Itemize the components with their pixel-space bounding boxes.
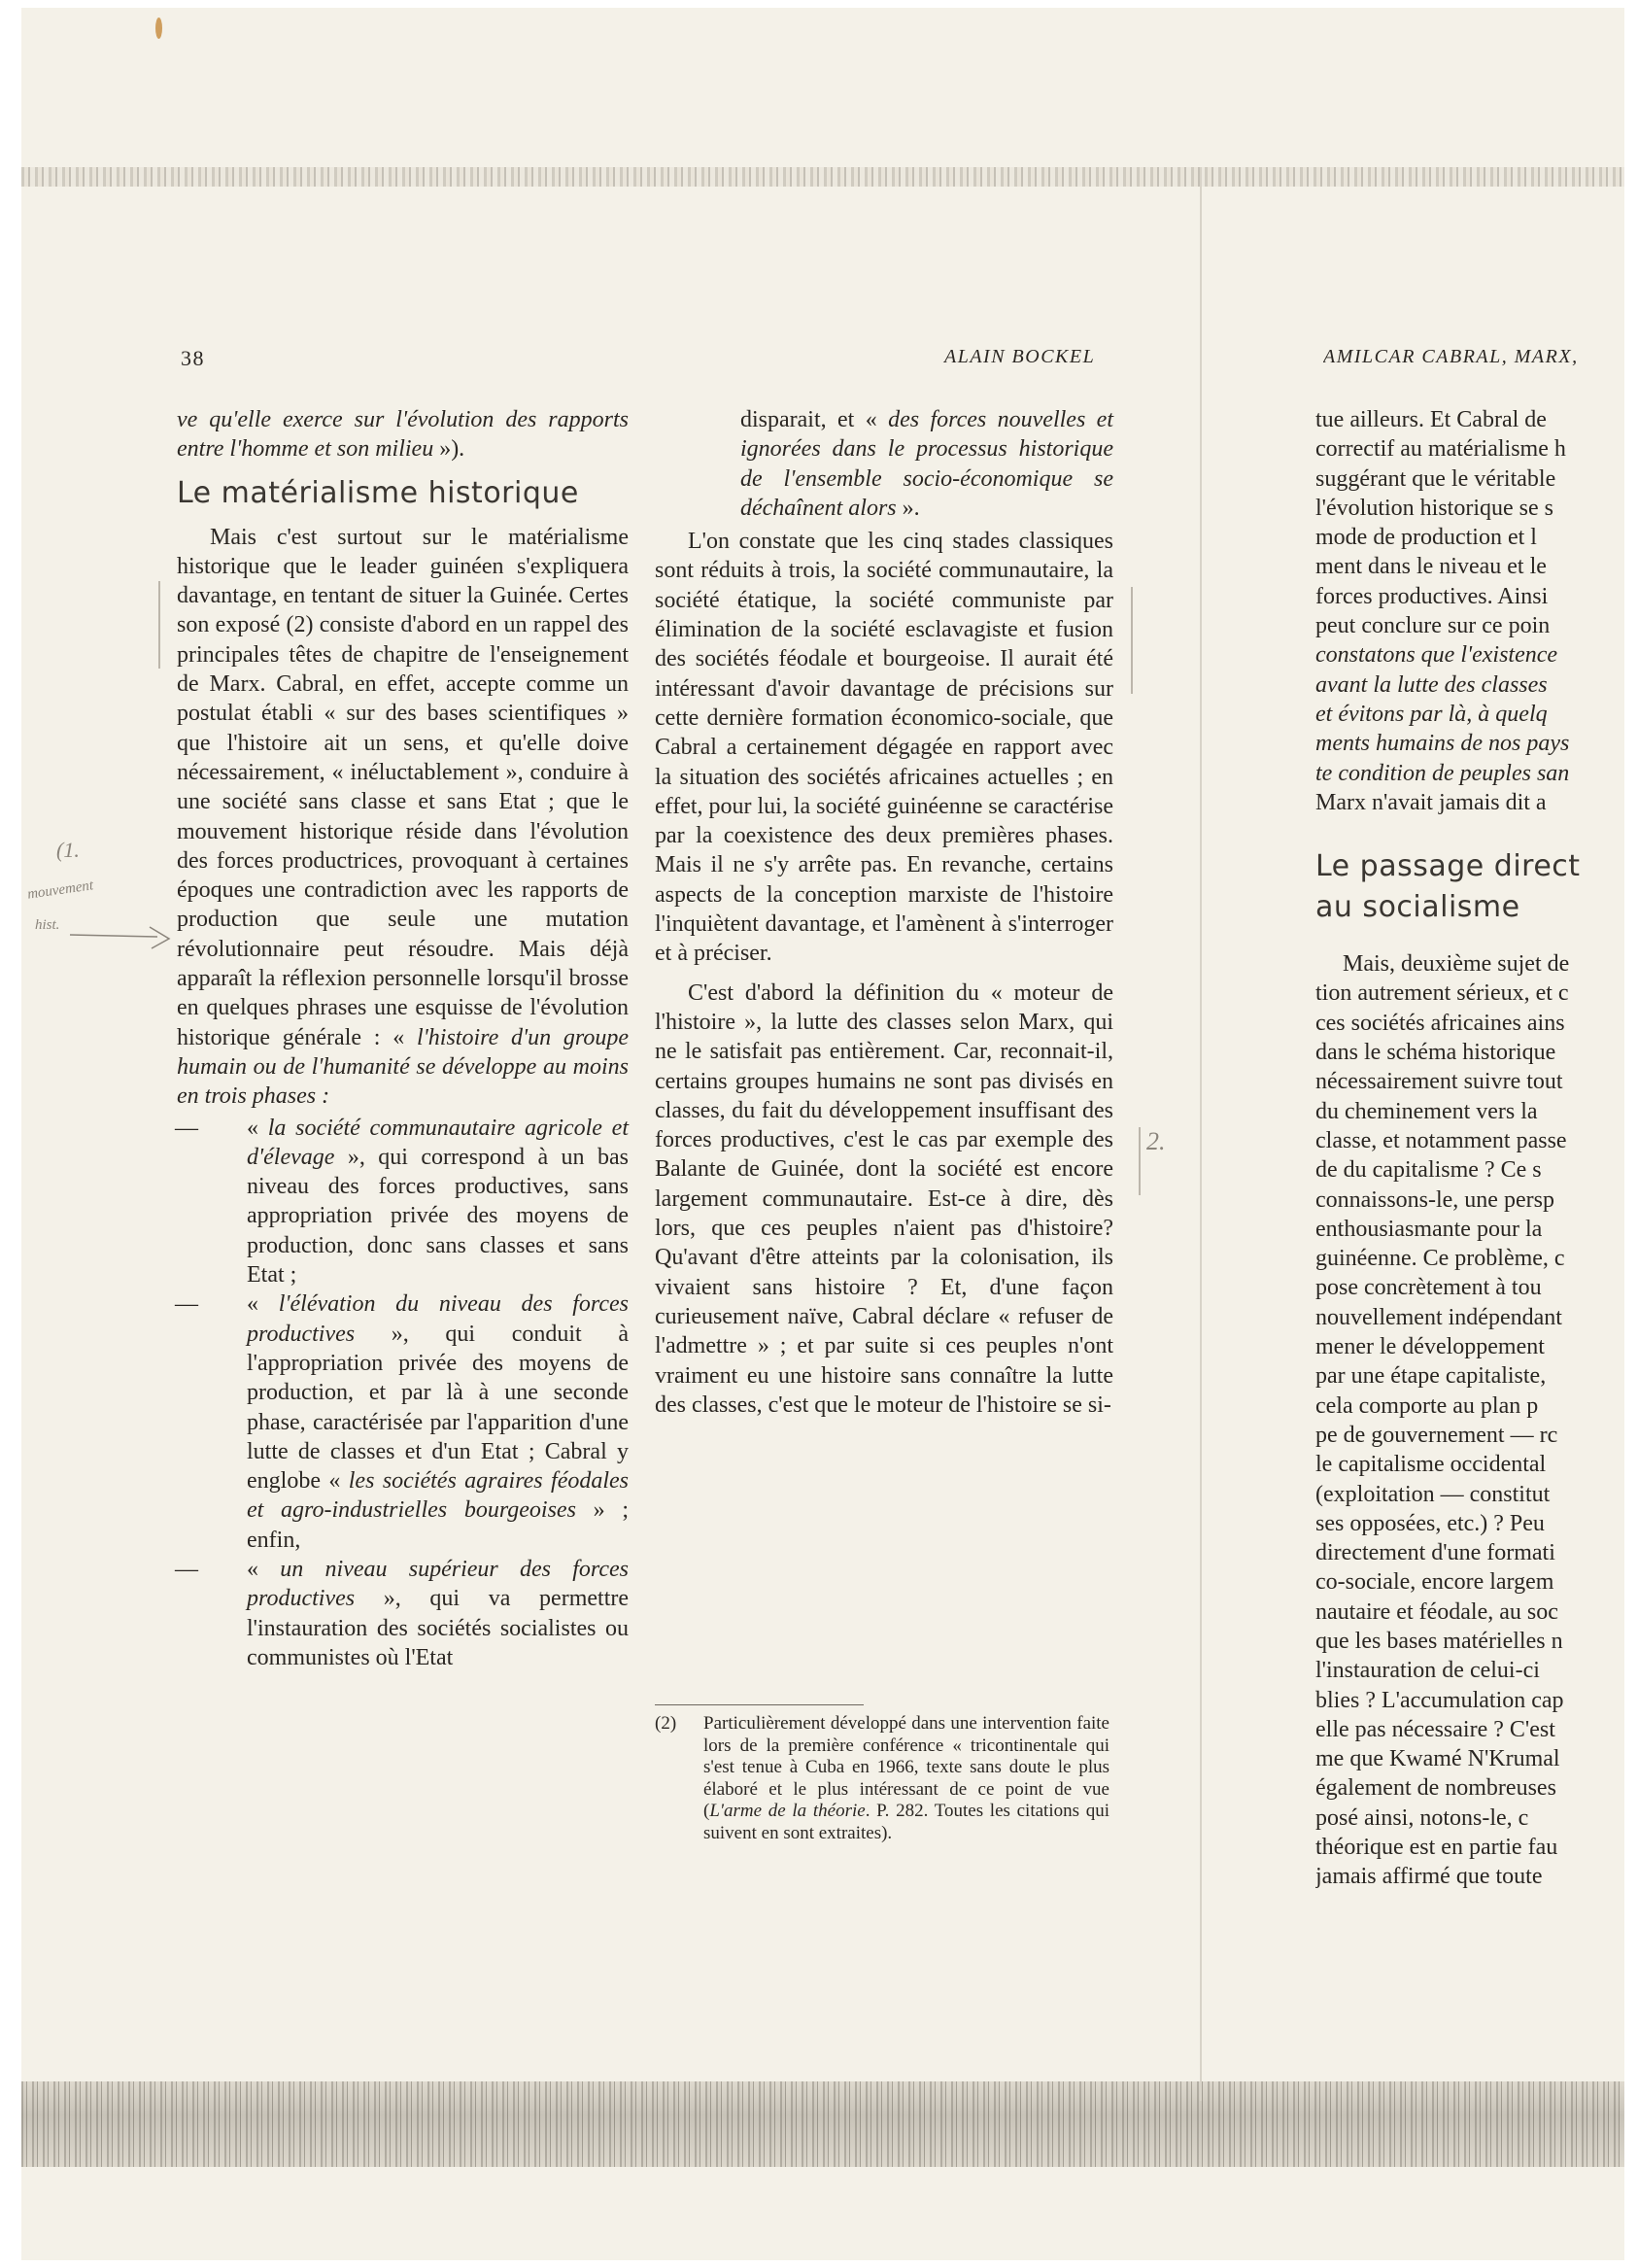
footnote-number: (2) bbox=[655, 1713, 677, 1734]
margin-arrow-icon bbox=[68, 923, 175, 952]
col3-line: tue ailleurs. Et Cabral de bbox=[1315, 407, 1547, 432]
col3-line: forces productives. Ainsi bbox=[1315, 583, 1549, 609]
col3-line: ses opposées, etc.) ? Peu bbox=[1315, 1510, 1545, 1536]
col3-line: suggérant que le véritable bbox=[1315, 465, 1556, 492]
footnote-rule bbox=[655, 1704, 864, 1705]
col1-opening: ve qu'elle exerce sur l'évolution des rapports entre l'homme et son milieu »). bbox=[177, 407, 629, 463]
col3-line: constatons que l'existence bbox=[1315, 642, 1558, 669]
col3-line: ces sociétés africaines ains bbox=[1315, 1010, 1565, 1036]
scan-edge-bottom bbox=[21, 2081, 1624, 2167]
col3-line: (exploitation — constitut bbox=[1315, 1481, 1551, 1507]
col3-line: mode de production et l bbox=[1315, 525, 1537, 551]
footnote bbox=[655, 1713, 1109, 1844]
col3-line: ment dans le niveau et le bbox=[1315, 554, 1547, 580]
col3-line: guinéenne. Ce problème, c bbox=[1315, 1246, 1565, 1272]
footnote-text: Particulièrement développé dans une intervention faite lors de la première conférence « tricontinentale qui s'est tenue à Cuba en 1966, texte sans doute le plus élaboré et le plus intéressant de ce point de vue (L'arme de la théorie. P. 282. Toutes les citations qui suivent en sont extraites). bbox=[703, 1713, 1109, 1843]
col3-line: tion autrement sérieux, et c bbox=[1315, 980, 1569, 1007]
col3-line: l'évolution historique se s bbox=[1315, 495, 1553, 521]
col3-line: me que Kwamé N'Krumal bbox=[1315, 1746, 1560, 1772]
col2-paragraph-2: C'est d'abord la définition du « moteur de l'histoire », la lutte des classes selon Marx, qui ne le satisfait pas entièrement. Car, reconnait-il, certains groupes humains ne sont pas divisés en classes, du fait du développement insuffisant des forces productives, c'est le cas par exemple des Balante de Guinée, dont la société est encore largement communautaire. Est-ce à dire, dès lors, que ces peuples n'aient pas d'histoire? Qu'avant d'être atteints par la colonisation, ils vivaient sans histoire ? Et, d'une façon curieusement naïve, Cabral déclare « refuser de l'admettre » ; et par suite si ces peuples n'ont vraiment eu une histoire sans connaître la lutte des classes, c'est que le moteur de l'histoire se si- bbox=[655, 979, 1113, 1418]
column-left bbox=[177, 405, 629, 1672]
column-middle bbox=[655, 405, 1113, 1420]
col3-line: peut conclure sur ce poin bbox=[1315, 613, 1551, 639]
scan-edge-top bbox=[21, 167, 1624, 187]
col3-line: pose concrètement à tou bbox=[1315, 1275, 1542, 1301]
col3-line: de du capitalisme ? Ce s bbox=[1315, 1157, 1542, 1184]
margin-note-circled-2: 2. bbox=[1146, 1127, 1166, 1155]
col3-line: du cheminement vers la bbox=[1315, 1098, 1538, 1124]
col3-line: correctif au matérialisme h bbox=[1315, 436, 1566, 463]
col3-line: connaissons-le, une persp bbox=[1315, 1186, 1554, 1213]
list-item: — « un niveau supérieur des forces productives », qui va permettre l'instauration des sociétés socialistes ou communistes où l'Etat bbox=[175, 1556, 630, 1670]
paper-stain bbox=[155, 17, 162, 39]
col3-line: le capitalisme occidental bbox=[1315, 1452, 1547, 1478]
col3-line: mener le développement bbox=[1315, 1334, 1545, 1360]
margin-bar-left bbox=[158, 581, 160, 669]
col3-line: et évitons par là, à quelq bbox=[1315, 701, 1548, 727]
section-heading-passage: Le passage direct au socialisme bbox=[1315, 849, 1581, 925]
col3-line: enthousiasmante pour la bbox=[1315, 1216, 1543, 1242]
col3-line: Mais, deuxième sujet de bbox=[1343, 951, 1570, 978]
margin-note-handwritten-a: mouvement bbox=[26, 877, 95, 903]
section-heading-materialisme: Le matérialisme historique bbox=[177, 475, 579, 510]
running-head-left: ALAIN BOCKEL bbox=[944, 346, 1096, 367]
col3-line: théorique est en partie fau bbox=[1315, 1835, 1558, 1861]
col3-line: posé ainsi, notons-le, c bbox=[1315, 1804, 1529, 1831]
col3-line: directement d'une formati bbox=[1315, 1540, 1555, 1566]
col3-line: nécessairement suivre tout bbox=[1315, 1069, 1563, 1095]
col3-line: classe, et notamment passe bbox=[1315, 1127, 1567, 1153]
col3-line: dans le schéma historique bbox=[1315, 1040, 1556, 1066]
margin-note-circled-1: (1. bbox=[56, 838, 80, 862]
col2-opening: disparait, et « des forces nouvelles et ignorées dans le processus historique de l'ensemble socio-économique se déchaînent alors ». bbox=[740, 407, 1113, 521]
col3-line: ments humains de nos pays bbox=[1315, 731, 1570, 757]
page-fold bbox=[1200, 167, 1202, 2101]
col3-line: elle pas nécessaire ? C'est bbox=[1315, 1716, 1555, 1742]
col3-line: pe de gouvernement — rc bbox=[1315, 1422, 1558, 1448]
col3-line: que les bases matérielles n bbox=[1315, 1628, 1563, 1654]
running-head-right: AMILCAR CABRAL, MARX, bbox=[1323, 346, 1579, 367]
col3-line: par une étape capitaliste, bbox=[1315, 1363, 1547, 1390]
list-item: — « la société communautaire agricole et d'élevage », qui correspond à un bas niveau des forces productives, sans appropriation privée des moyens de production, donc sans classes et sans Etat ; bbox=[175, 1115, 630, 1289]
col3-line: co-sociale, encore largem bbox=[1315, 1569, 1554, 1596]
col3-line: Marx n'avait jamais dit a bbox=[1315, 789, 1547, 815]
col3-line: avant la lutte des classes bbox=[1315, 671, 1548, 698]
col3-line: blies ? L'accumulation cap bbox=[1315, 1687, 1564, 1713]
col2-paragraph-1: L'on constate que les cinq stades classiques sont réduits à trois, la société communautaire, la société étatique, la société communiste par élimination de la société esclavagiste et fusion des sociétés féodale et bourgeoise. Il aurait été intéressant d'avoir davantage de précisions sur cette dernière formation économico-sociale, que Cabral a certainement dégagée en rapport avec la situation des sociétés africaines actuelles ; en effet, pour lui, la société guinéenne se caractérise par la coexistence des deux premières phases. Mais il ne s'y arrête pas. En revanche, certains aspects de la conception marxiste de l'histoire l'inquiètent davantage, et l'amènent à s'interroger et à préciser. bbox=[655, 529, 1113, 967]
margin-bar-mid-2 bbox=[1139, 1127, 1141, 1195]
col3-line: cela comporte au plan p bbox=[1315, 1392, 1539, 1419]
margin-note-handwritten-b: hist. bbox=[35, 917, 60, 933]
col3-line: l'instauration de celui-ci bbox=[1315, 1658, 1540, 1684]
col3-line: également de nombreuses bbox=[1315, 1775, 1556, 1802]
margin-bar-mid bbox=[1131, 587, 1133, 694]
list-item: — « l'élévation du niveau des forces productives », qui conduit à l'appropriation privée des moyens de production, et par là à une seconde phase, caractérisée par l'apparition d'une lutte de classes et d'un Etat ; Cabral y englobe « les sociétés agraires féodales et agro-industrielles bourgeoises » ; enfin, bbox=[175, 1291, 630, 1553]
col3-line: nautaire et féodale, au soc bbox=[1315, 1598, 1558, 1625]
col3-line: te condition de peuples san bbox=[1315, 760, 1570, 786]
col3-line: jamais affirmé que toute bbox=[1315, 1864, 1543, 1890]
column-right bbox=[1315, 405, 1624, 1892]
col1-paragraph: Mais c'est surtout sur le matérialisme historique que le leader guinéen s'expliquera davantage, en tentant de situer la Guinée. Certes son exposé (2) consiste d'abord en un rappel des principales têtes de chapitre de l'enseignement de Marx. Cabral, en effet, accepte comme un postulat établi « sur des bases scientifiques » que l'histoire ait un sens, et qu'elle doive nécessairement, « inéluctablement », conduire à une société sans classe et sans Etat ; que le mouvement historique réside dans l'évolution des forces productrices, provoquant à certaines époques une contradiction avec les rapports de production que seule une mutation révolutionnaire peut résoudre. Mais déjà apparaît la réflexion personnelle lorsqu'il brosse en quelques phrases une esquisse de l'évolution historique générale : « l'histoire d'un groupe humain ou de l'humanité se développe au moins en trois phases : bbox=[177, 524, 629, 1110]
col3-line: nouvellement indépendant bbox=[1315, 1304, 1562, 1330]
page-number: 38 bbox=[181, 346, 205, 370]
